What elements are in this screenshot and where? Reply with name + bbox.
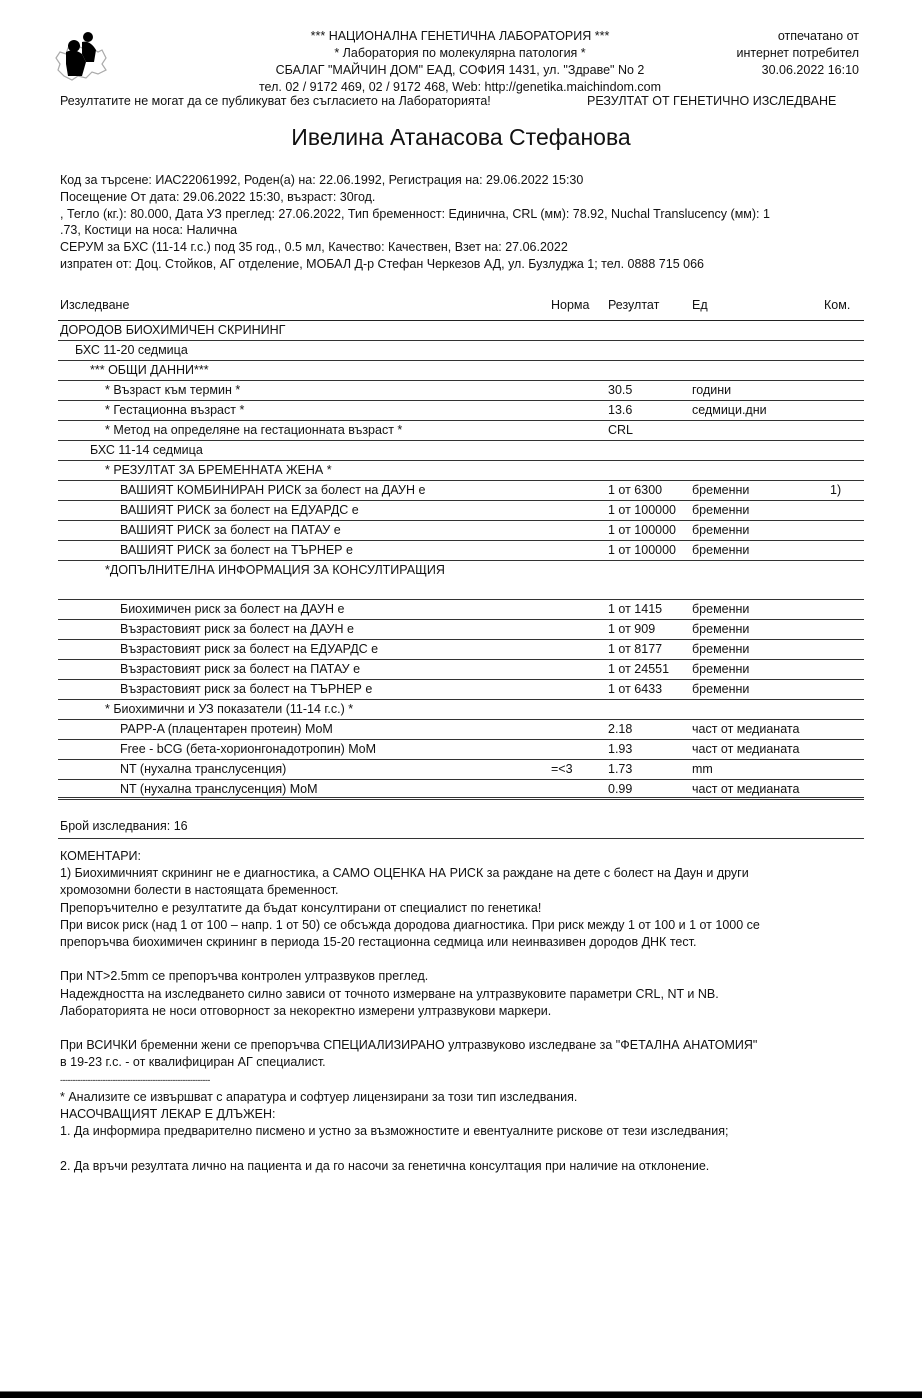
patient-info <box>60 172 860 273</box>
cell-unit: част от медианата <box>692 722 800 736</box>
comment-line: 1) Биохимичният скрининг не е диагностика, а САМО ОЦЕНКА НА РИСК за раждане на дете с болест на Даун и други <box>60 866 749 881</box>
cell-test-name: Free - bCG (бета-хорионгонадотропин) MoM <box>120 742 377 756</box>
comment-line: НАСОЧВАЩИЯТ ЛЕКАР Е ДЛЪЖЕН: <box>60 1107 276 1122</box>
lab-address: СБАЛАГ "МАЙЧИН ДОМ" ЕАД, СОФИЯ 1431, ул. "Здраве" No 2 <box>275 63 645 77</box>
table-row <box>58 381 864 401</box>
table-row <box>58 680 864 700</box>
cell-unit: бременни <box>692 483 750 497</box>
mother-child-logo-icon <box>52 28 110 84</box>
cell-unit: mm <box>692 762 713 776</box>
cell-unit: бременни <box>692 602 750 616</box>
comment-line: в 19-23 г.с. - от квалифициран АГ специалист. <box>60 1055 326 1070</box>
table-row <box>58 321 864 341</box>
cell-result: 13.6 <box>608 403 633 417</box>
cell-result: 1 от 1415 <box>608 602 663 616</box>
table-row <box>58 600 864 620</box>
table-row <box>58 341 864 361</box>
cell-result: 1 от 6433 <box>608 682 663 696</box>
table-row <box>58 660 864 680</box>
info-line-ultrasound-cont: .73, Костици на носа: Налична <box>60 223 238 238</box>
cell-test-name: Възрастовият риск за болест на ДАУН е <box>120 622 354 636</box>
cell-test-name: * Възраст към термин * <box>105 383 241 397</box>
test-count: Брой изследвания: 16 <box>60 819 188 833</box>
cell-unit: част от медианата <box>692 782 800 796</box>
cell-unit: бременни <box>692 642 750 656</box>
cell-test-name: Възрастовият риск за болест на ПАТАУ е <box>120 662 361 676</box>
table-row <box>58 620 864 640</box>
cell-unit: бременни <box>692 543 750 557</box>
cell-test-name: *** ОБЩИ ДАННИ*** <box>90 363 209 377</box>
printed-by-user: интернет потребител <box>736 46 859 60</box>
comments-section <box>60 848 870 1175</box>
printed-by-label: отпечатано от <box>777 29 859 43</box>
cell-result: 30.5 <box>608 383 633 397</box>
cell-norm: =<3 <box>551 762 573 776</box>
cell-test-name: *ДОПЪЛНИТЕЛНА ИНФОРМАЦИЯ ЗА КОНСУЛТИРАЩИЯ <box>105 563 445 577</box>
cell-test-name: NT (нухална транслусенция) <box>120 762 287 776</box>
cell-result: 1 от 24551 <box>608 662 670 676</box>
cell-test-name: ВАШИЯТ РИСК за болест на ПАТАУ е <box>120 523 341 537</box>
cell-result: 1 от 100000 <box>608 523 677 537</box>
table-row <box>58 421 864 441</box>
cell-test-name: * Метод на определяне на гестационната възраст * <box>105 423 403 437</box>
comment-spacer <box>60 1140 870 1157</box>
comment-line: 2. Да връчи резултата лично на пациента и да го насочи за генетична консултация при наличие на отклонение. <box>60 1158 710 1173</box>
cell-test-name: ВАШИЯТ РИСК за болест на ТЪРНЕР е <box>120 543 353 557</box>
comment-line: При висок риск (над 1 от 100 – напр. 1 от 50) се обсъжда дородова диагностика. При риск между 1 от 100 и 1 от 1000 се <box>60 917 760 932</box>
results-table <box>58 294 864 800</box>
test-count-block <box>58 797 864 839</box>
comment-spacer <box>60 1020 870 1037</box>
cell-test-name: Възрастовият риск за болест на ЕДУАРДС е <box>120 642 379 656</box>
table-row <box>58 361 864 381</box>
info-line-referrer: изпратен от: Доц. Стойков, АГ отделение, МОБАЛ Д-р Стефан Черкезов АД, ул. Бузлуджа 1; тел. 0888 715 066 <box>60 256 704 271</box>
lab-header <box>220 28 700 96</box>
lab-name: *** НАЦИОНАЛНА ГЕНЕТИЧНА ЛАБОРАТОРИЯ *** <box>310 29 610 43</box>
table-row <box>58 441 864 461</box>
cell-test-name: NT (нухална транслусенция) MoM <box>120 782 318 796</box>
cell-test-name: ВАШИЯТ КОМБИНИРАН РИСК за болест на ДАУН е <box>120 483 426 497</box>
cell-result: CRL <box>608 423 634 437</box>
table-row <box>58 501 864 521</box>
cell-unit: бременни <box>692 503 750 517</box>
table-row <box>58 481 864 501</box>
cell-result: 1 от 100000 <box>608 503 677 517</box>
publish-disclaimer: Резултатите не могат да се публикуват без съгласието на Лабораторията! <box>60 94 491 108</box>
cell-result: 1 от 909 <box>608 622 656 636</box>
cell-test-name: * Гестационна възраст * <box>105 403 245 417</box>
cell-test-name: ДОРОДОВ БИОХИМИЧЕН СКРИНИНГ <box>60 323 286 337</box>
header-result: Резултат <box>608 298 660 312</box>
info-line-search-code: Код за търсене: ИАС22061992, Роден(а) на: 22.06.1992, Регистрация на: 29.06.2022 15:30 <box>60 173 584 187</box>
document-type: РЕЗУЛТАТ ОТ ГЕНЕТИЧНО ИЗСЛЕДВАНЕ <box>587 94 837 108</box>
table-row <box>58 740 864 760</box>
cell-unit: бременни <box>692 682 750 696</box>
comment-line: Препоръчително е резултатите да бъдат консултирани от специалист по генетика! <box>60 900 542 915</box>
cell-unit: част от медианата <box>692 742 800 756</box>
info-line-visit: Посещение От дата: 29.06.2022 15:30, възраст: 30год. <box>60 189 376 204</box>
table-row <box>58 521 864 541</box>
header-norm: Норма <box>551 298 590 312</box>
table-row <box>58 561 864 600</box>
table-body <box>58 321 864 800</box>
comment-line: препоръчва биохимичен скрининг в периода 15-20 гестационна седмица или неинвазивен дородов ДНК тест. <box>60 935 697 950</box>
lab-department: * Лаборатория по молекулярна патология * <box>334 46 586 60</box>
comment-line: Надеждността на изследването силно зависи от точното измерване на ултразвуковите параметри CRL, NT и NB. <box>60 986 719 1001</box>
cell-unit: бременни <box>692 523 750 537</box>
header-comment: Ком. <box>824 298 851 312</box>
table-row <box>58 700 864 720</box>
comment-line: * Анализите се извършват с апаратура и софтуер лицензирани за този тип изследвания. <box>60 1089 578 1104</box>
info-line-serum: СЕРУМ за БХС (11-14 г.с.) под 35 год., 0.5 мл, Качество: Качествен, Взет на: 27.06.2022 <box>60 240 568 255</box>
cell-unit: седмици.дни <box>692 403 767 417</box>
table-row <box>58 461 864 481</box>
comment-line: Лабораторията не носи отговорност за некоректно измерени ултразвукови маркери. <box>60 1003 552 1018</box>
lab-contacts: тел. 02 / 9172 469, 02 / 9172 468, Web: http://genetika.maichindom.com <box>258 80 662 94</box>
print-info <box>700 28 859 79</box>
cell-result: 1.73 <box>608 762 633 776</box>
cell-comment: 1) <box>830 483 842 497</box>
cell-result: 1 от 8177 <box>608 642 663 656</box>
printed-datetime: 30.06.2022 16:10 <box>761 63 859 77</box>
cell-result: 2.18 <box>608 722 633 736</box>
info-line-ultrasound: , Тегло (кг.): 80.000, Дата УЗ преглед: 27.06.2022, Тип бременност: Единична, CRL (мм): 78.92, Nuchal Translucency (мм): 1 <box>60 206 770 221</box>
comment-spacer <box>60 951 870 968</box>
cell-unit: години <box>692 383 732 397</box>
cell-test-name: ВАШИЯТ РИСК за болест на ЕДУАРДС е <box>120 503 359 517</box>
cell-result: 0.99 <box>608 782 633 796</box>
cell-unit: бременни <box>692 622 750 636</box>
table-row <box>58 720 864 740</box>
comments-title: КОМЕНТАРИ: <box>60 849 141 863</box>
comment-divider: ------------------------------------------------------------ <box>60 1074 210 1085</box>
comment-line: При ВСИЧКИ бременни жени се препоръчва СПЕЦИАЛИЗИРАНО ултразвуково изследване за "ФЕТАЛНА АНАТОМИЯ" <box>60 1038 758 1053</box>
header-test: Изследване <box>60 298 130 312</box>
comment-line: хромозомни болести в настоящата бременност. <box>60 883 339 898</box>
table-row <box>58 541 864 561</box>
table-row <box>58 640 864 660</box>
cell-test-name: БХС 11-14 седмица <box>90 443 203 457</box>
table-row <box>58 401 864 421</box>
cell-test-name: * РЕЗУЛТАТ ЗА БРЕМЕННАТА ЖЕНА * <box>105 463 332 477</box>
comment-line: При NT>2.5mm се препоръчва контролен ултразвуков преглед. <box>60 969 429 984</box>
header-unit: Ед <box>692 298 708 312</box>
cell-result: 1 от 100000 <box>608 543 677 557</box>
comment-line: 1. Да информира предварително писмено и устно за възможностите и евентуалните рискове от тези изследвания; <box>60 1124 729 1139</box>
cell-result: 1.93 <box>608 742 633 756</box>
lab-logo <box>52 28 110 84</box>
cell-test-name: PAPP-A (плацентарен протеин) MoM <box>120 722 333 736</box>
cell-unit: бременни <box>692 662 750 676</box>
table-header <box>58 294 864 321</box>
cell-result: 1 от 6300 <box>608 483 663 497</box>
cell-test-name: БХС 11-20 седмица <box>75 343 188 357</box>
patient-name: Ивелина Атанасова Стефанова <box>291 124 631 150</box>
table-row <box>58 760 864 780</box>
cell-test-name: Биохимичен риск за болест на ДАУН е <box>120 602 345 616</box>
cell-test-name: Възрастовият риск за болест на ТЪРНЕР е <box>120 682 373 696</box>
cell-test-name: * Биохимични и УЗ показатели (11-14 г.с.) * <box>105 702 354 716</box>
